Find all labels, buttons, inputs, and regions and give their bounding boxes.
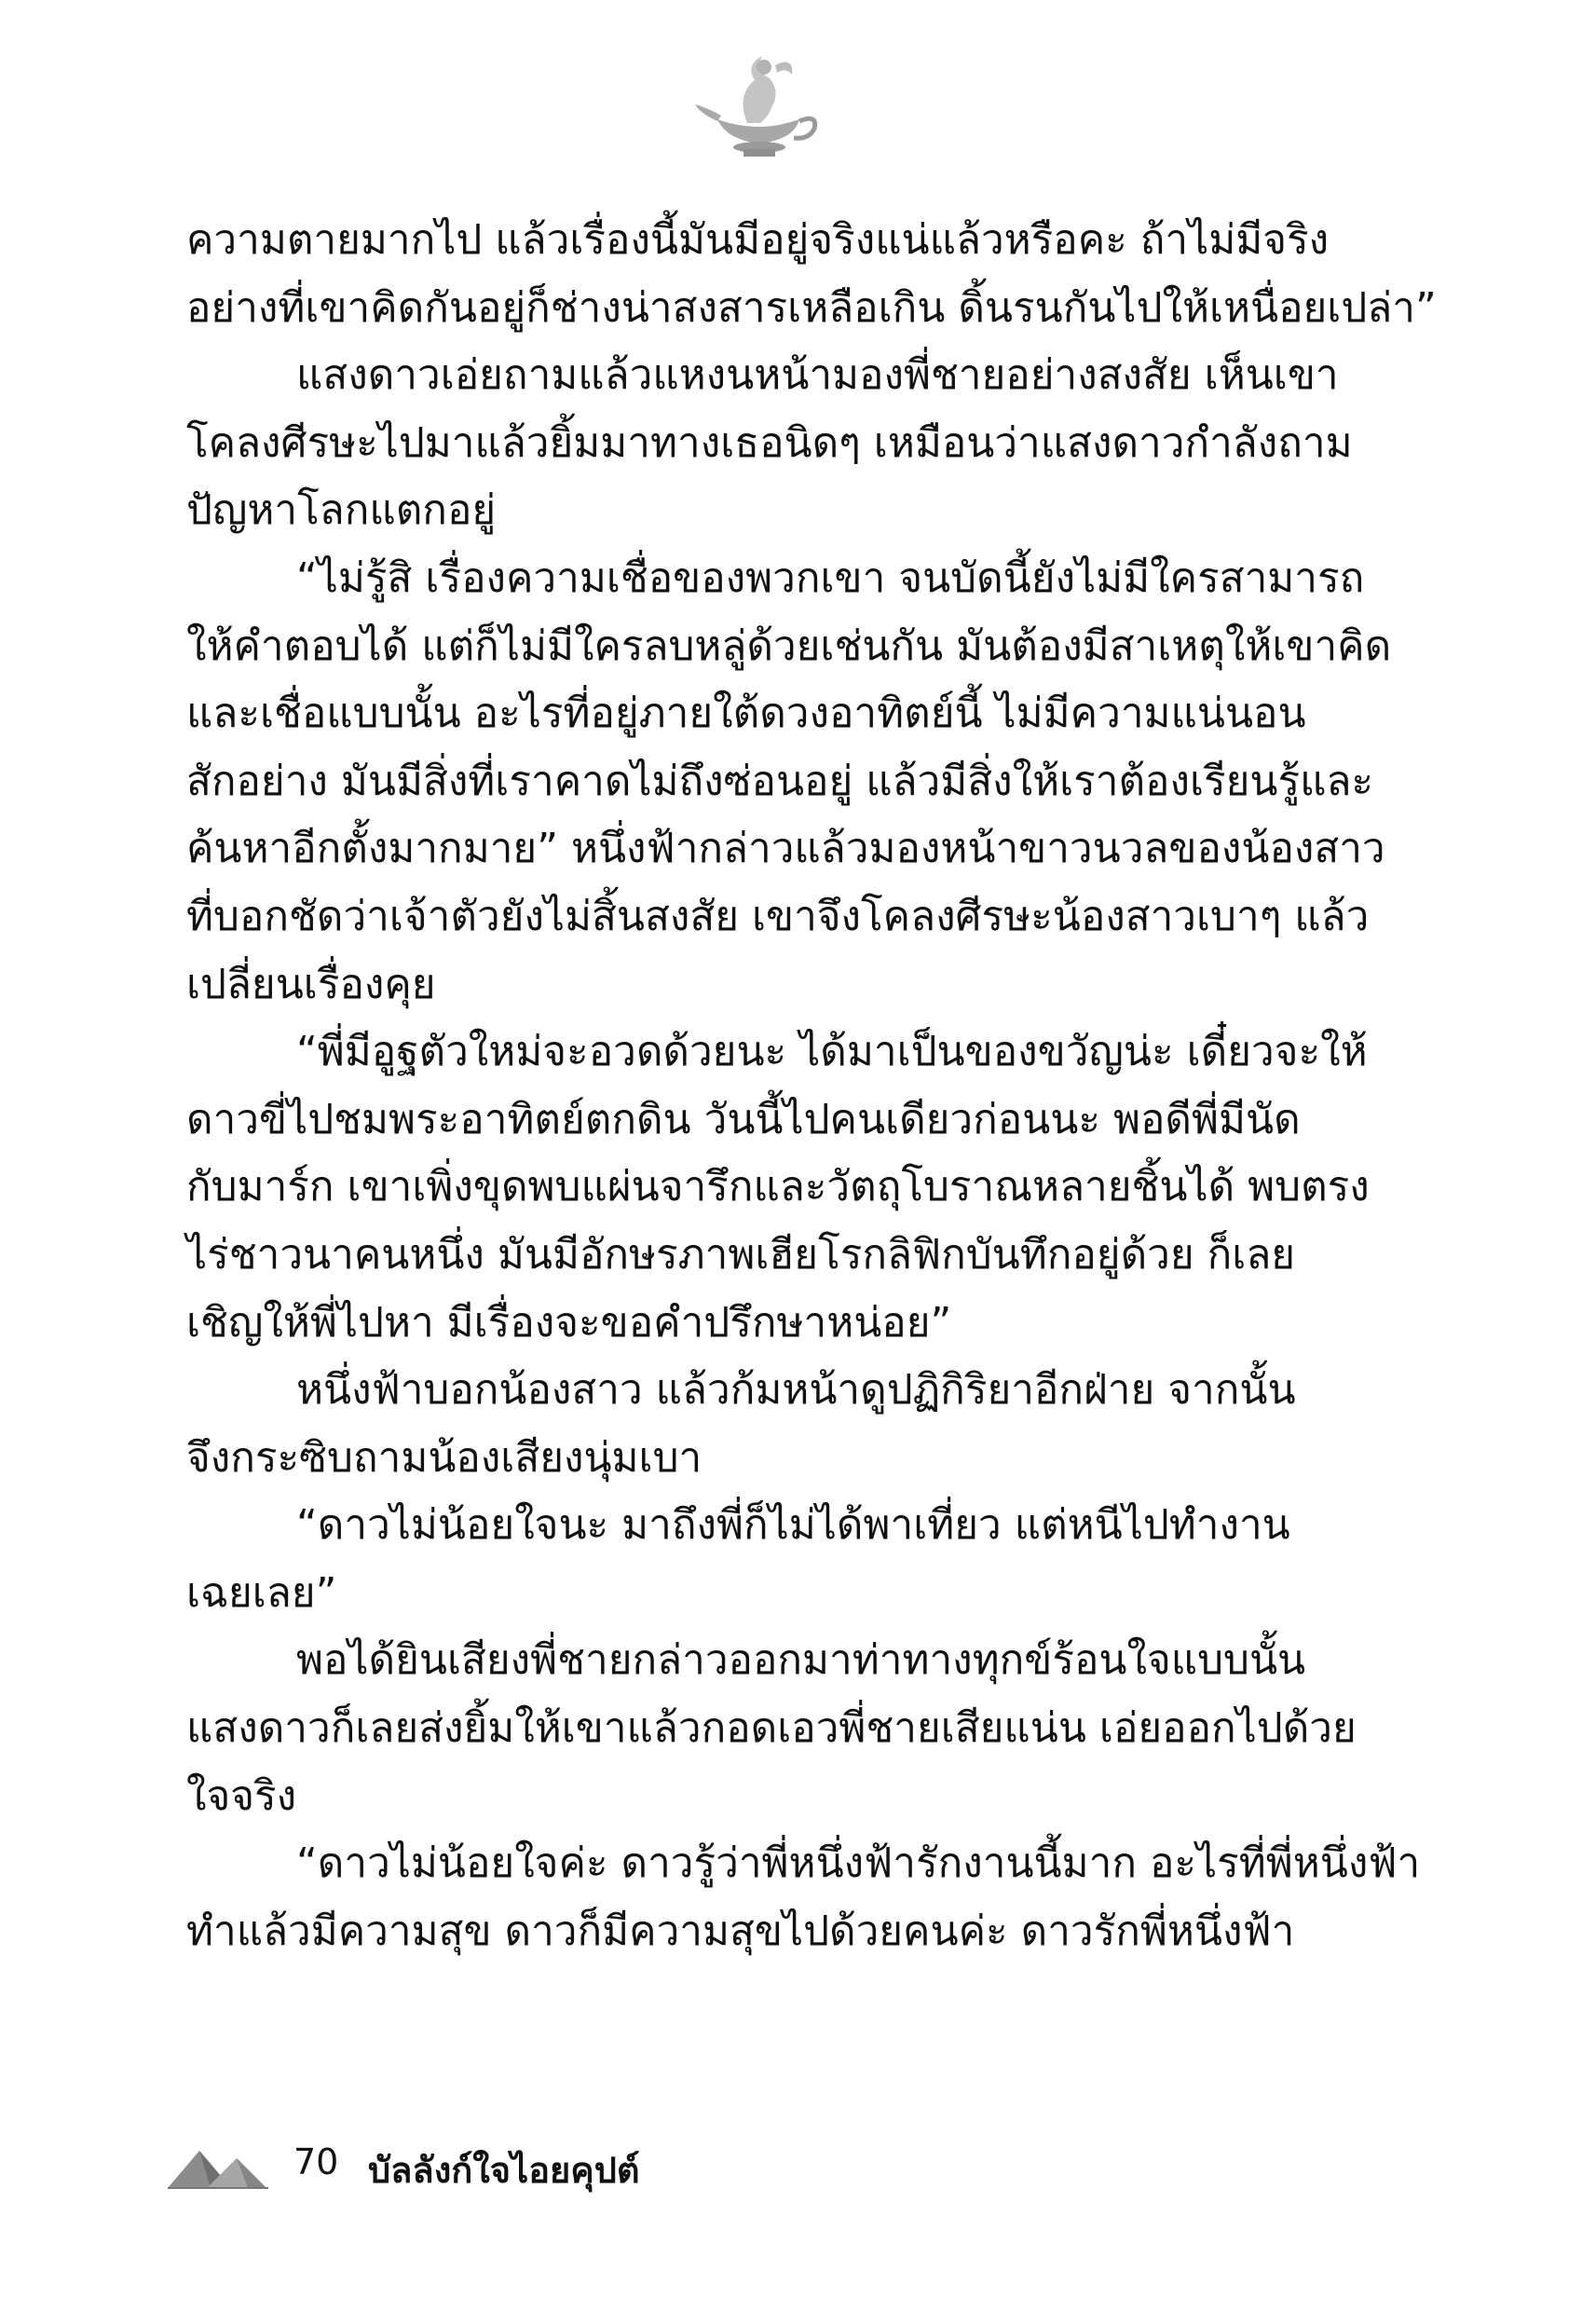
text-line: อย่างที่เขาคิดกันอยู่ก็ช่างน่าสงสารเหลือเกิน ดิ้นรนกันไปให้เหนื่อยเปล่า” bbox=[186, 283, 1437, 332]
book-title: บัลลังก์ใจไอยคุปต์ bbox=[368, 2150, 640, 2191]
text-line: จึงกระซิบถามน้องเสียงนุ่มเบา bbox=[186, 1433, 703, 1482]
text-line: เฉยเลย” bbox=[186, 1568, 337, 1617]
text-line: “พี่มีอูฐตัวใหม่จะอวดด้วยนะ ได้มาเป็นของขวัญน่ะ เดี๋ยวจะให้ bbox=[296, 1028, 1368, 1076]
text-line: “ดาวไม่น้อยใจนะ มาถึงพี่ก็ไม่ได้พาเที่ยว แต่หนีไปทำงาน bbox=[296, 1501, 1290, 1550]
text-line: ทำแล้วมีความสุข ดาวก็มีความสุขไปด้วยคนค่ะ ดาวรักพี่หนึ่งฟ้า bbox=[186, 1907, 1295, 1955]
text-line: ใจจริง bbox=[186, 1771, 297, 1820]
text-line: หนึ่งฟ้าบอกน้องสาว แล้วก้มหน้าดูปฏิกิริยาอีกฝ่าย จากนั้น bbox=[296, 1366, 1296, 1415]
text-line: ความตายมากไป แล้วเรื่องนี้มันมีอยู่จริงแน่แล้วหรือคะ ถ้าไม่มีจริง bbox=[186, 216, 1330, 264]
text-line: แสงดาวเอ่ยถามแล้วแหงนหน้ามองพี่ชายอย่างสงสัย เห็นเขา bbox=[296, 351, 1339, 400]
text-line: โคลงศีรษะไปมาแล้วยิ้มมาทางเธอนิดๆ เหมือนว่าแสงดาวกำลังถาม bbox=[186, 418, 1353, 467]
page-footer bbox=[168, 2134, 1006, 2199]
text-line: กับมาร์ก เขาเพิ่งขุดพบแผ่นจารึกและวัตถุโบราณหลายชิ้นได้ พบตรง bbox=[186, 1163, 1370, 1211]
text-line: เปลี่ยนเรื่องคุย bbox=[186, 960, 436, 1008]
text-line: และเชื่อแบบนั้น อะไรที่อยู่ภายใต้ดวงอาทิตย์นี้ ไม่มีความแน่นอน bbox=[186, 690, 1306, 738]
text-line: เชิญให้พี่ไปหา มีเรื่องจะขอคำปรึกษาหน่อย” bbox=[186, 1298, 952, 1347]
text-line: แสงดาวก็เลยส่งยิ้มให้เขาแล้วกอดเอวพี่ชายเสียแน่น เอ่ยออกไปด้วย bbox=[186, 1704, 1357, 1753]
story-text bbox=[186, 207, 1437, 1965]
text-line: พอได้ยินเสียงพี่ชายกล่าวออกมาท่าทางทุกข์ร้อนใจแบบนั้น bbox=[296, 1636, 1306, 1685]
text-line: ดาวขี่ไปชมพระอาทิตย์ตกดิน วันนี้ไปคนเดียวก่อนนะ พอดีพี่มีนัด bbox=[186, 1095, 1301, 1143]
text-line: “ดาวไม่น้อยใจค่ะ ดาวรู้ว่าพี่หนึ่งฟ้ารักงานนี้มาก อะไรที่พี่หนึ่งฟ้า bbox=[296, 1839, 1421, 1888]
text-line: ที่บอกชัดว่าเจ้าตัวยังไม่สิ้นสงสัย เขาจึงโคลงศีรษะน้องสาวเบาๆ แล้ว bbox=[186, 892, 1370, 940]
genie-lamp-icon bbox=[689, 47, 829, 168]
text-line: “ไม่รู้สิ เรื่องความเชื่อของพวกเขา จนบัดนี้ยังไม่มีใครสามารถ bbox=[296, 554, 1365, 602]
text-line: ค้นหาอีกตั้งมากมาย” หนึ่งฟ้ากล่าวแล้วมองหน้าขาวนวลของน้องสาว bbox=[186, 825, 1385, 873]
text-line: ไร่ชาวนาคนหนึ่ง มันมีอักษรภาพเฮียโรกลิฟิกบันทึกอยู่ด้วย ก็เลย bbox=[186, 1230, 1296, 1279]
page-number: 70 bbox=[293, 2141, 339, 2182]
pyramids-icon bbox=[168, 2143, 270, 2190]
text-line: ปัญหาโลกแตกอยู่ bbox=[186, 486, 497, 535]
text-line: ให้คำตอบได้ แต่ก็ไม่มีใครลบหลู่ด้วยเช่นกัน มันต้องมีสาเหตุให้เขาคิด bbox=[186, 622, 1392, 670]
text-line: สักอย่าง มันมีสิ่งที่เราคาดไม่ถึงซ่อนอยู่ แล้วมีสิ่งให้เราต้องเรียนรู้และ bbox=[186, 757, 1374, 805]
